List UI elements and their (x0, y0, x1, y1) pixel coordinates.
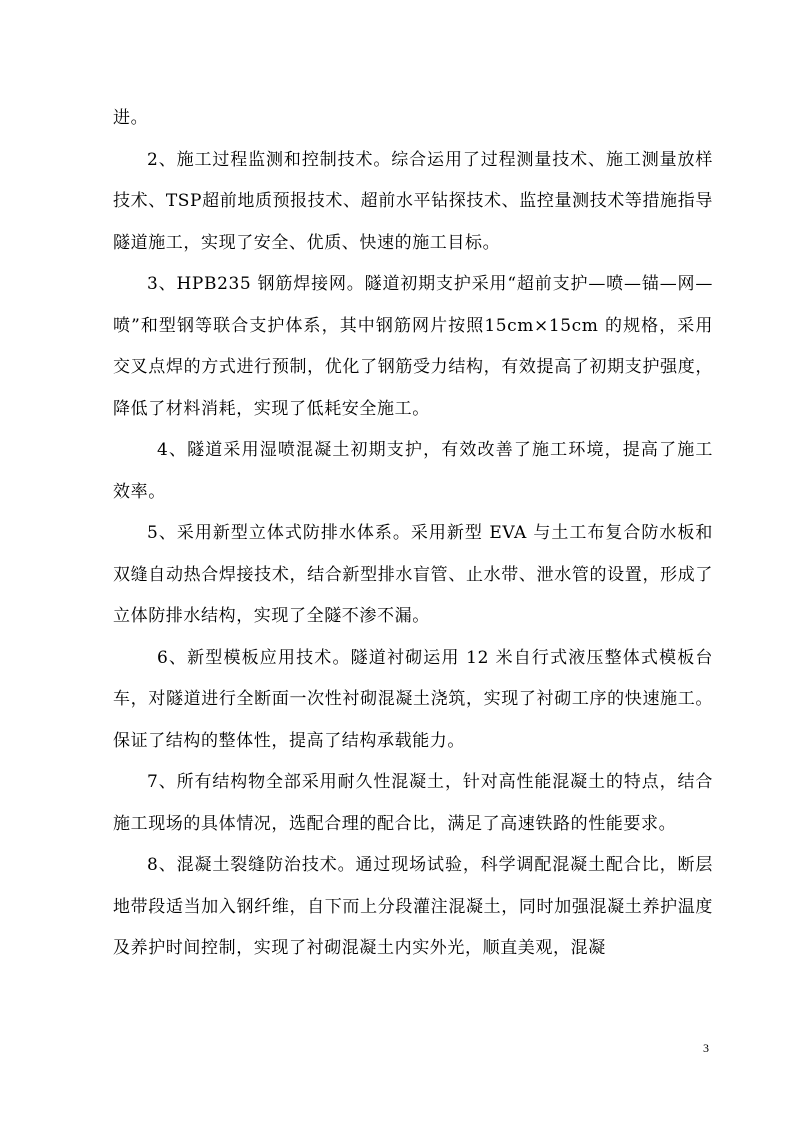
body-text (113, 98, 713, 970)
paragraph-monitoring-control: 2、施工过程监测和控制技术。综合运用了过程测量技术、施工测量放样技术、TSP超前地质预报技术、超前水平钻探技术、监控量测技术等措施指导隧道施工，实现了安全、优质、快速的施工目标。 (113, 149, 713, 253)
paragraph-continuation: 进。 (113, 108, 149, 128)
paragraph-crack-prevention: 8、混凝土裂缝防治技术。通过现场试验，科学调配混凝土配合比，断层地带段适当加入钢纤维，自下而上分段灌注混凝土，同时加强混凝土养护温度及养护时间控制，实现了衬砌混凝土内实外光，顺直美观，混凝 (113, 855, 713, 958)
paragraph-durable-concrete: 7、所有结构物全部采用耐久性混凝土，针对高性能混凝土的特点，结合施工现场的具体情况，选配合理的配合比，满足了高速铁路的性能要求。 (113, 772, 713, 834)
paragraph-wet-shotcrete: 4、隧道采用湿喷混凝土初期支护，有效改善了施工环境，提高了施工效率。 (113, 440, 713, 502)
paragraph-waterproofing: 5、采用新型立体式防排水体系。采用新型 EVA 与土工布复合防水板和双缝自动热合焊接技术，结合新型排水盲管、止水带、泄水管的设置，形成了立体防排水结构，实现了全隧不渗不漏。 (113, 523, 713, 626)
paragraph-welded-mesh: 3、HPB235 钢筋焊接网。隧道初期支护采用“超前支护—喷—锚—网—喷”和型钢等联合支护体系，其中钢筋网片按照15cm×15cm 的规格，采用交叉点焊的方式进行预制，优化了钢筋受力结构，有效提高了初期支护强度，降低了材料消耗，实现了低耗安全施工。 (113, 274, 713, 419)
paragraph-formwork: 6、新型模板应用技术。隧道衬砌运用 12 米自行式液压整体式模板台车，对隧道进行全断面一次性衬砌混凝土浇筑，实现了衬砌工序的快速施工。保证了结构的整体性，提高了结构承载能力。 (113, 647, 713, 751)
page-number: 3 (703, 1041, 709, 1055)
